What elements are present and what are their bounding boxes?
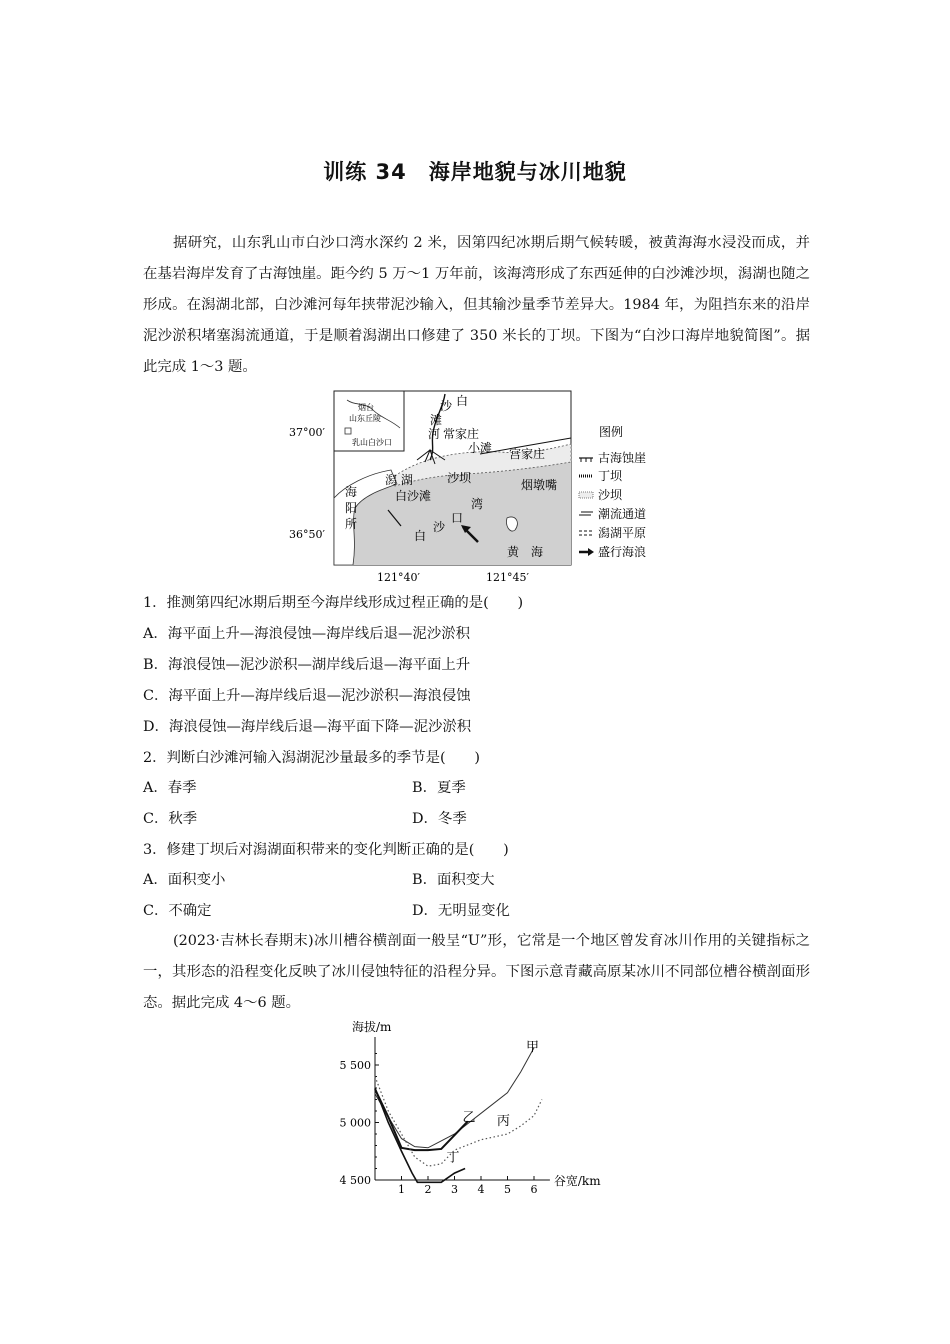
legend-wave: 盛行海浪 (598, 545, 647, 559)
question-2-option-c[interactable]: C．秋季 (143, 811, 198, 827)
place-hai: 海 (345, 485, 358, 499)
place-huanghai: 黄 海 (507, 545, 544, 559)
place-suo: 所 (345, 517, 358, 531)
place-sha1: 沙 (440, 399, 453, 413)
place-bai1: 白 (456, 394, 469, 408)
place-baishatan: 白沙滩 (395, 489, 432, 503)
lat-bottom: 36°50′ (289, 528, 325, 541)
place-wan: 湾 (471, 497, 484, 511)
x-tick-label: 4 (477, 1183, 485, 1196)
place-xiaotan: 小滩 (468, 441, 493, 455)
inset-shandong: 山东丘陵 (349, 414, 381, 423)
series-label-甲: 甲 (526, 1040, 540, 1056)
question-2-option-a[interactable]: A．春季 (143, 780, 197, 796)
place-shaba: 沙坝 (447, 471, 472, 485)
legend-sandbar: 沙坝 (598, 488, 623, 502)
x-tick-label: 6 (530, 1183, 538, 1196)
x-tick-label: 5 (504, 1183, 511, 1196)
lon-left: 121°40′ (377, 571, 420, 584)
question-1-option-a[interactable]: A．海平面上升—海浪侵蚀—海岸线后退—泥沙淤积 (143, 626, 470, 642)
question-2-stem: 2．判断白沙滩河输入潟湖泥沙量最多的季节是( ) (143, 750, 480, 766)
passage-1: 据研究，山东乳山市白沙口湾水深约 2 米，因第四纪冰期后期气候转暖，被黄海海水浸没而成，并在基岩海岸发育了古海蚀崖。距今约 5 万～1 万年前，该海湾形成了东西延伸的白沙滩沙坝，潟湖也随之形成。在潟湖北部，白沙滩河每年挟带泥沙输入，但其输沙量季节差异大。1984 年，为阻挡东来的沿岸泥沙淤积堵塞潟流通道，于是顺着潟湖出口修建了 350 米长的丁坝。下图为“白沙口海岸地貌简图”。据此完成 1～3 题。 (143, 235, 810, 375)
question-1-stem: 1．推测第四纪冰期后期至今海岸线形成过程正确的是( ) (143, 595, 524, 611)
place-kou: 口 (451, 511, 464, 525)
place-bai: 白 (414, 529, 427, 543)
coastal-landform-map (285, 388, 675, 585)
place-tan: 滩 (430, 413, 443, 427)
lat-top: 37°00′ (289, 426, 325, 439)
x-tick-label: 2 (424, 1183, 432, 1196)
series-label-丁: 丁 (446, 1150, 460, 1166)
x-tick-label: 1 (398, 1183, 405, 1196)
legend-title: 图例 (599, 425, 624, 439)
legend-cliff: 古海蚀崖 (598, 451, 647, 465)
valley-profile-chart (330, 1017, 630, 1197)
question-1-option-b[interactable]: B．海浪侵蚀—泥沙淤积—湖岸线后退—海平面上升 (143, 657, 471, 673)
place-he: 河 (428, 427, 441, 441)
x-axis-label: 谷宽/km (553, 1174, 601, 1188)
legend-plain: 潟湖平原 (598, 526, 647, 540)
legend-groyne: 丁坝 (598, 469, 623, 483)
series-乙 (375, 1089, 468, 1150)
place-gongjiazhuang: 宫家庄 (509, 447, 546, 461)
question-3-option-d[interactable]: D．无明显变化 (412, 903, 510, 919)
question-2-option-d[interactable]: D．冬季 (412, 811, 467, 827)
place-yandunzui: 烟墩嘴 (521, 478, 558, 492)
inset-rushan: 乳山白沙口 (352, 438, 392, 447)
question-3-stem: 3．修建丁坝后对潟湖面积带来的变化判断正确的是( ) (143, 842, 509, 858)
question-2-option-b[interactable]: B．夏季 (412, 780, 466, 796)
place-yang: 阳 (345, 501, 358, 515)
y-axis-label: 海拔/m (352, 1020, 392, 1034)
series-label-丙: 丙 (496, 1113, 510, 1129)
place-xiehu: 潟 湖 (385, 473, 413, 487)
question-3-option-b[interactable]: B．面积变大 (412, 872, 495, 888)
question-3-option-c[interactable]: C．不确定 (143, 903, 212, 919)
question-3-option-a[interactable]: A．面积变小 (143, 872, 226, 888)
place-sha: 沙 (433, 520, 446, 534)
inset-yantai: 烟台 (358, 403, 374, 412)
lon-right: 121°45′ (486, 571, 529, 584)
place-changjiazhuang: 常家庄 (443, 427, 480, 441)
y-tick-label: 5 500 (339, 1059, 371, 1072)
y-tick-label: 4 500 (339, 1174, 371, 1187)
question-1-option-c[interactable]: C．海平面上升—海岸线后退—泥沙淤积—海浪侵蚀 (143, 688, 471, 704)
passage-2: (2023·吉林长春期末)冰川槽谷横剖面一般呈“U”形，它常是一个地区曾发育冰川作用的关键指标之一，其形态的沿程变化反映了冰川侵蚀特征的沿程分异。下图示意青藏高原某冰川不同部位槽谷横剖面形态。据此完成 4～6 题。 (143, 933, 810, 1011)
page-title: 训练 34 海岸地貌与冰川地貌 (323, 160, 627, 184)
legend-channel: 潮流通道 (598, 507, 647, 521)
y-tick-label: 5 000 (339, 1116, 371, 1130)
question-1-option-d[interactable]: D．海浪侵蚀—海岸线后退—海平面下降—泥沙淤积 (143, 719, 472, 735)
x-tick-label: 3 (451, 1183, 458, 1196)
series-label-乙: 乙 (462, 1110, 476, 1126)
